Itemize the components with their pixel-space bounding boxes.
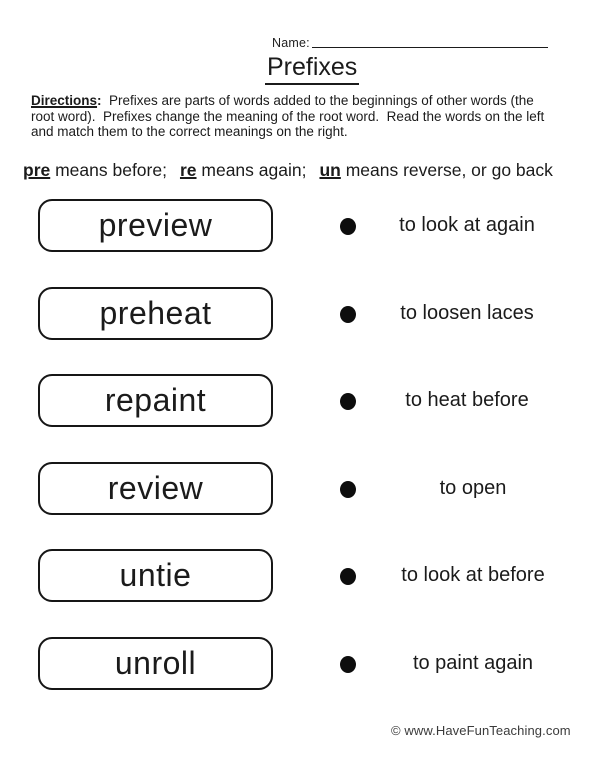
prefix-re: re xyxy=(179,160,197,180)
word-label: untie xyxy=(119,557,192,593)
directions-label: Directions xyxy=(31,93,98,108)
match-row xyxy=(0,287,600,340)
directions-line-2: root word). Prefixes change the meaning of the root word. Read the words on the left xyxy=(31,108,545,124)
word-box-unroll[interactable] xyxy=(38,637,273,690)
word-box-repaint[interactable] xyxy=(38,374,273,427)
name-input-line[interactable] xyxy=(312,33,548,48)
meaning-text: to heat before xyxy=(405,389,529,411)
prefix-pre-text: means before; xyxy=(50,160,167,180)
prefix-un: un xyxy=(319,160,341,180)
match-row xyxy=(0,637,600,690)
match-row xyxy=(0,549,600,602)
word-label: review xyxy=(107,470,204,506)
meaning-text: to loosen laces xyxy=(400,302,534,324)
prefix-un-text: means reverse, or go back xyxy=(340,160,553,180)
match-row xyxy=(0,374,600,427)
word-box-preview[interactable] xyxy=(38,199,273,252)
match-dot[interactable] xyxy=(340,568,356,585)
footer-credit: © www.HaveFunTeaching.com xyxy=(391,723,571,738)
word-label: unroll xyxy=(114,645,197,681)
match-dot[interactable] xyxy=(340,656,356,673)
meaning-text: to open xyxy=(439,477,507,499)
word-label: preheat xyxy=(99,295,212,331)
match-row xyxy=(0,462,600,515)
prefix-key-line xyxy=(23,160,593,181)
page-title: Prefixes xyxy=(265,53,359,85)
meaning-text: to paint again xyxy=(412,652,534,674)
word-box-preheat[interactable] xyxy=(38,287,273,340)
prefix-pre: pre xyxy=(23,160,51,180)
prefix-key-pre xyxy=(23,160,167,180)
prefix-key-un xyxy=(319,160,552,180)
prefix-key-re xyxy=(180,160,306,180)
directions-line-1: Prefixes are parts of words added to the beginnings of other words (the xyxy=(109,93,534,108)
name-label: Name: xyxy=(272,36,310,50)
directions-line-3: and match them to the correct meanings on the right. xyxy=(31,124,348,140)
meaning-text: to look at before xyxy=(401,564,545,586)
match-row xyxy=(0,199,600,252)
word-box-review[interactable] xyxy=(38,462,273,515)
directions-text xyxy=(31,93,553,140)
word-box-untie[interactable] xyxy=(38,549,273,602)
meaning-text: to look at again xyxy=(399,214,535,236)
prefix-re-text: means again; xyxy=(196,160,307,180)
word-label: preview xyxy=(98,207,213,243)
directions-colon: : xyxy=(97,93,110,108)
match-dot[interactable] xyxy=(340,481,356,498)
word-label: repaint xyxy=(104,382,207,418)
